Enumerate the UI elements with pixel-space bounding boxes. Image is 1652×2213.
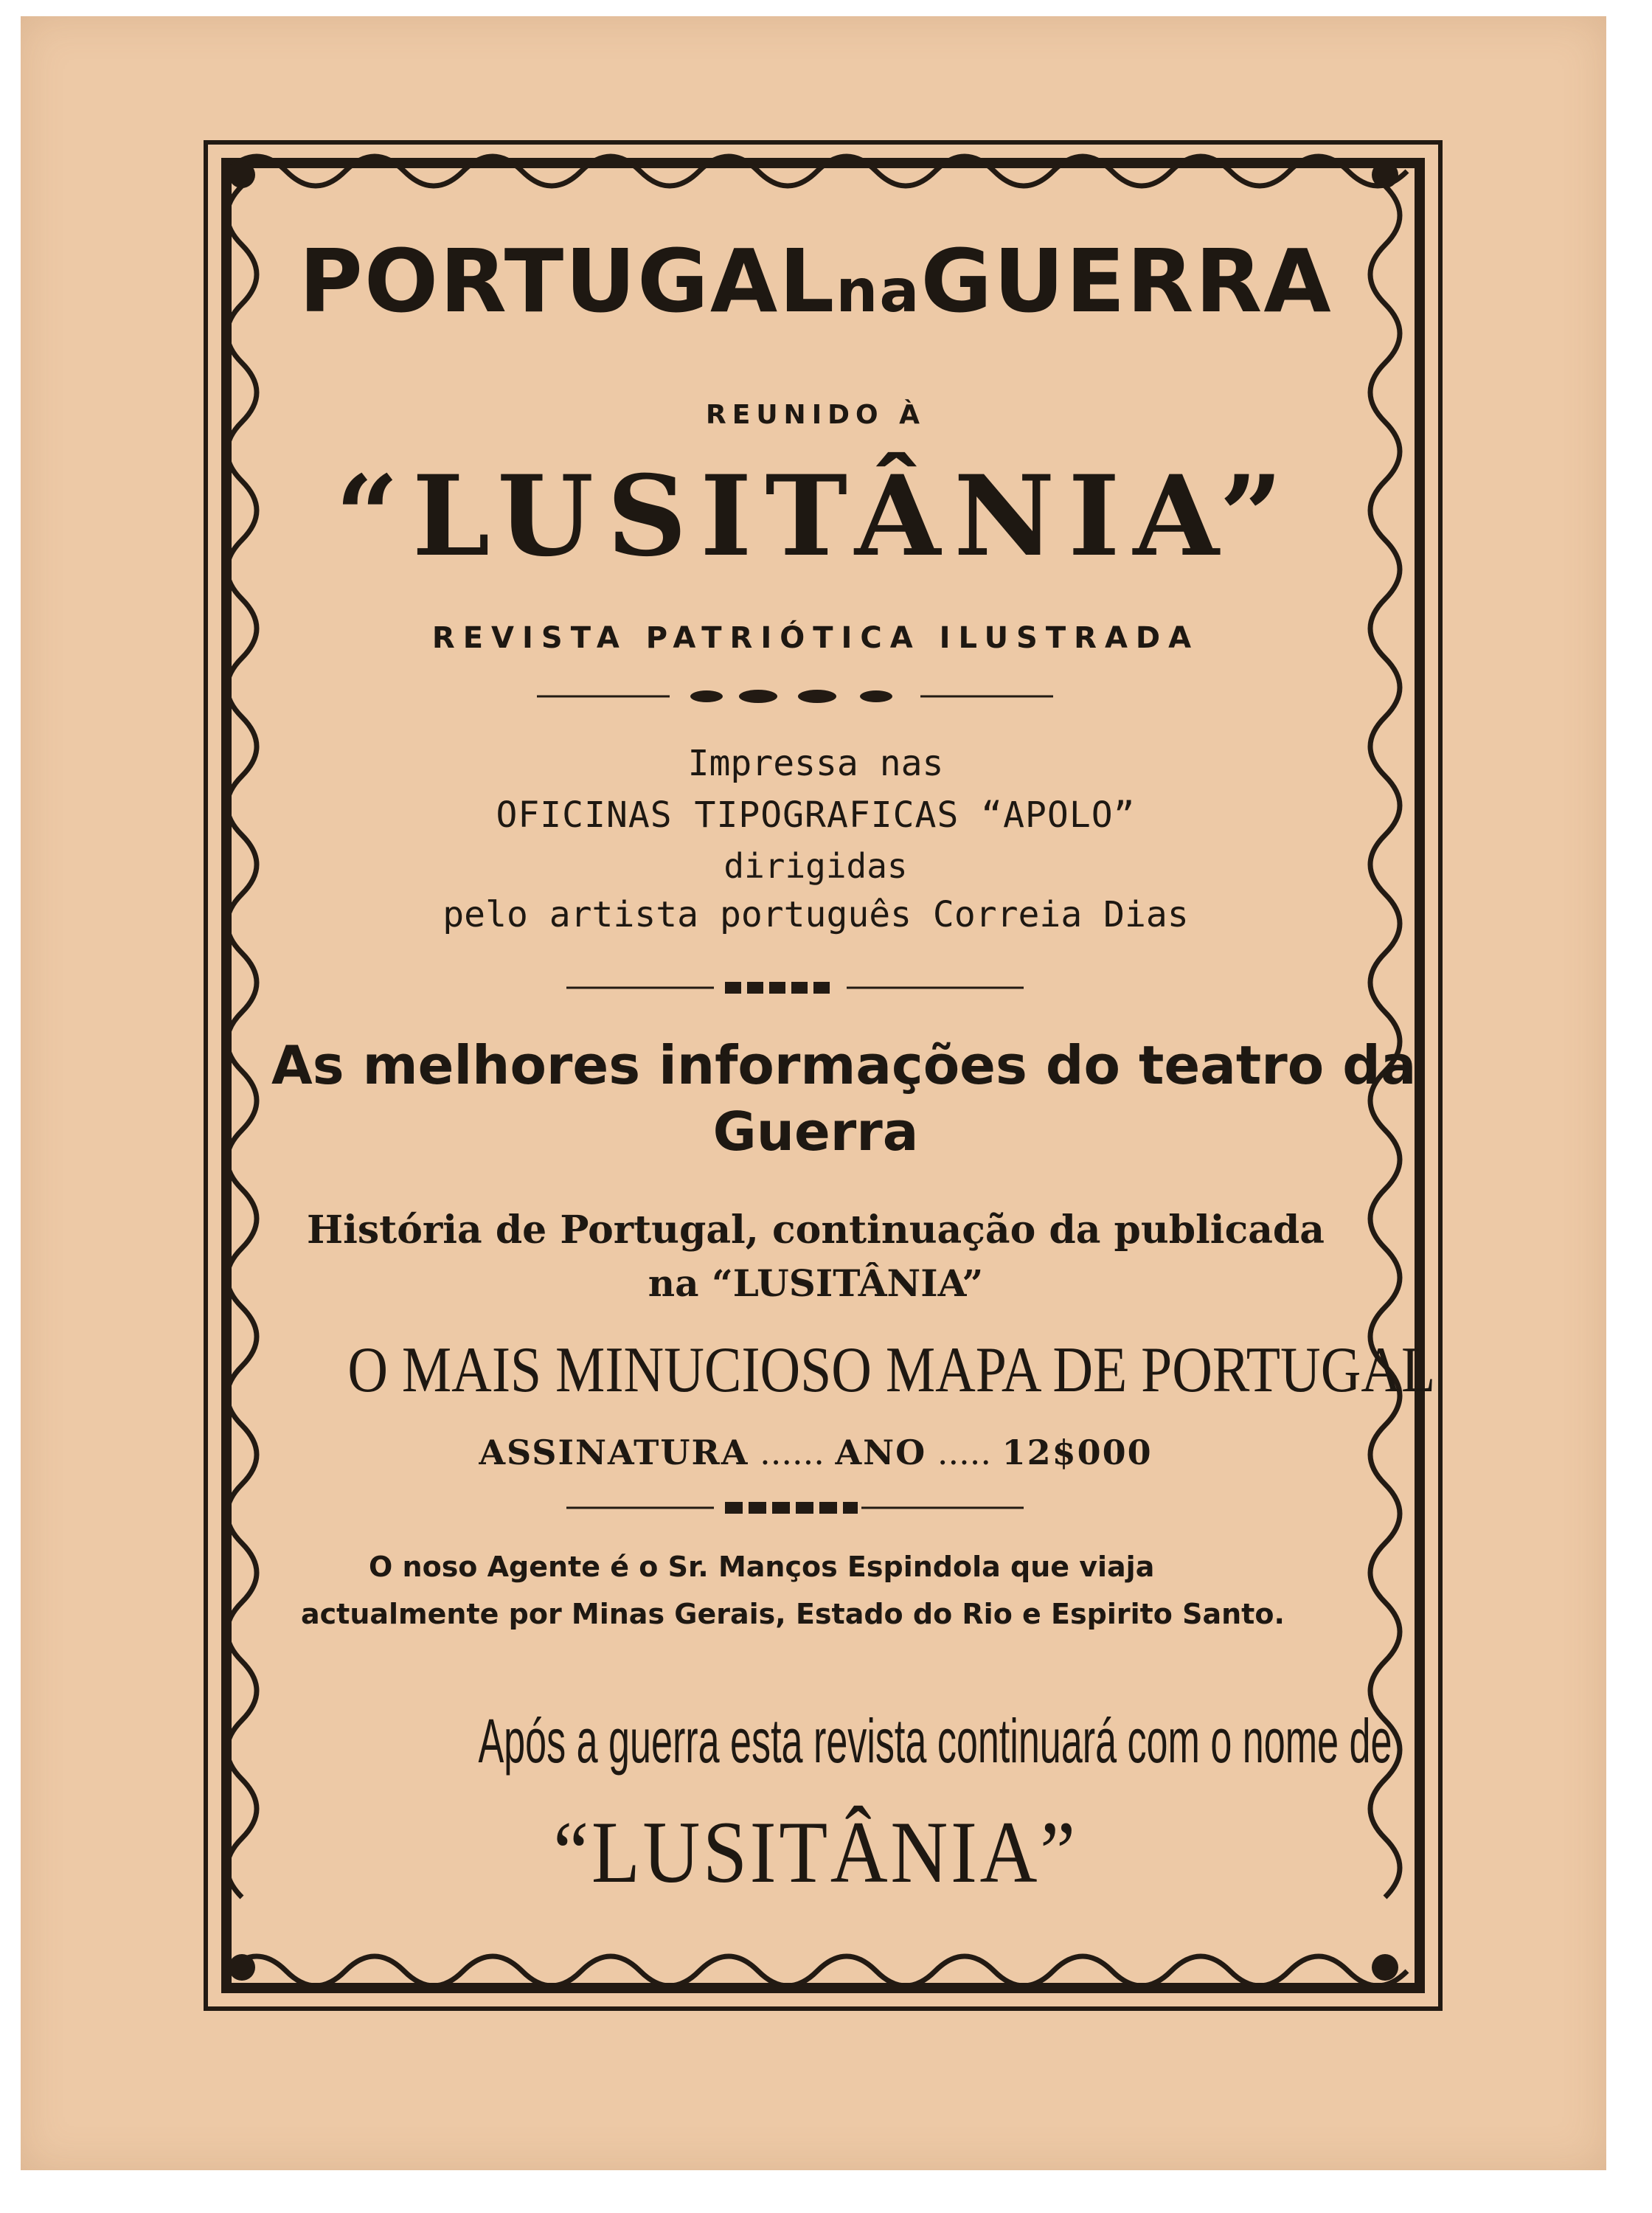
melhores-informacoes-line-2: Guerra [712,1101,919,1163]
historia-line-1: História de Portugal, continuação da publicada [307,1208,1325,1253]
imprint-line-2: OFICINAS TIPOGRAFICAS “APOLO” [496,794,1136,836]
imprint-line-1: Impressa nas [687,743,944,784]
subscription-price: 12$000 [1002,1433,1153,1472]
mapa-line: O MAIS MINUCIOSO MAPA DE PORTUGAL [347,1334,1436,1406]
closing-line-1: Após a guerra esta revista continuará com o nome de [478,1706,1392,1776]
lusitania-masthead: “LUSITÂNIA” [335,451,1297,581]
imprint-line-4: pelo artista português Correia Dias [442,894,1189,935]
subscription-dots-2: ..... [937,1433,991,1472]
subtitle-line: REVISTA PATRIÓTICA ILUSTRADA [431,621,1200,655]
agent-note: O noso Agente é o Sr. Manços Espindola que viaja actualmente por Minas Gerais, Estado do Rio e Espirito Santo. [301,1551,1285,1630]
subscription-line [271,1433,1360,1472]
reunido-line: REUNIDO À [706,400,926,430]
historia-line-2: na “LUSITÂNIA” [648,1261,984,1305]
subscription-dots-1: ...... [760,1433,825,1472]
ornamental-rule-2 [566,979,1024,997]
title-guerra: GUERRA [920,230,1333,332]
closing-lusitania: “LUSITÂNIA” [553,1803,1078,1901]
magazine-title [271,230,1360,332]
title-portugal: PORTUGAL [299,230,836,332]
magazine-page [21,16,1606,2170]
subscription-period: ANO [835,1433,927,1472]
imprint-line-3: dirigidas [723,846,908,886]
melhores-informacoes-line-1: As melhores informações do teatro da [271,1034,1417,1096]
title-na: na [836,257,921,325]
ornamental-rule-1 [537,688,1053,705]
subscription-label: ASSINATURA [479,1433,749,1472]
ornamental-rule-3 [566,1499,1024,1517]
